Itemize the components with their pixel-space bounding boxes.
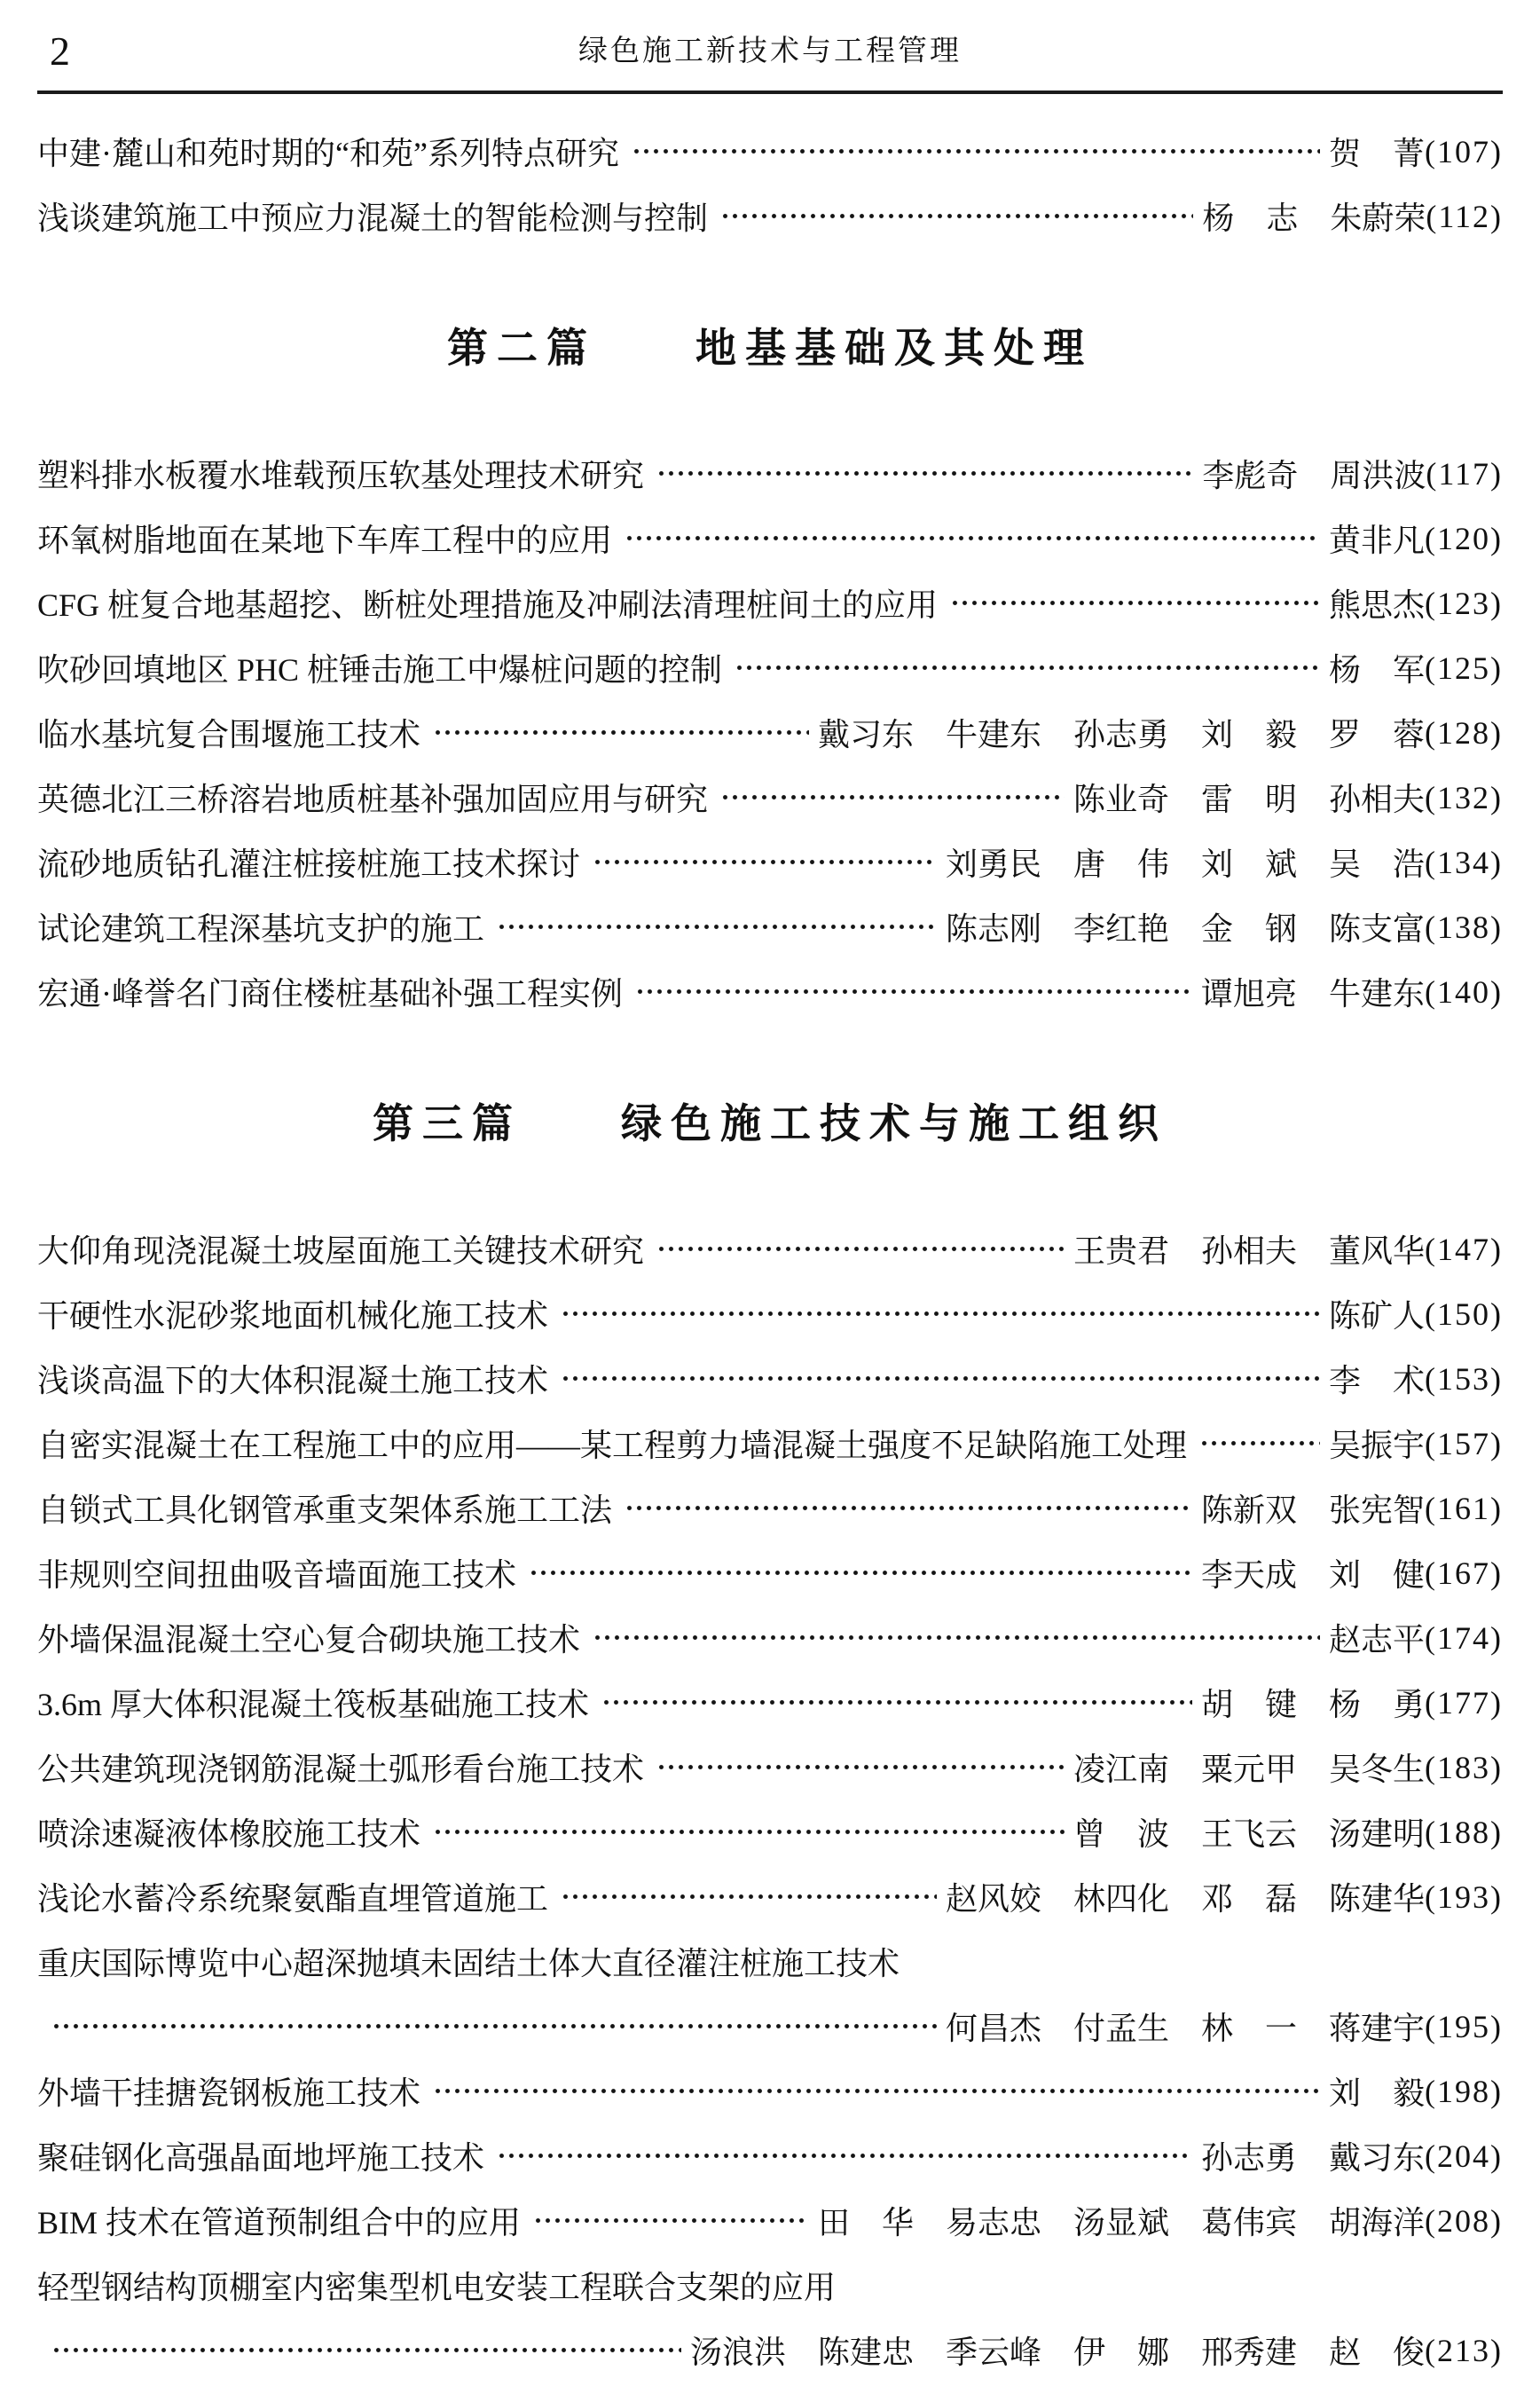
entry-page-number: (134)	[1425, 844, 1503, 880]
entry-authors: 熊思杰	[1329, 587, 1426, 623]
dot-leader	[591, 830, 937, 894]
dot-leader	[655, 441, 1193, 506]
entry-authors: 刘 毅	[1329, 2075, 1426, 2111]
toc-entry	[37, 1670, 1503, 1735]
entry-title: 英德北江三桥溶岩地质桩基补强加固应用与研究	[37, 782, 709, 817]
entry-authors: 刘勇民 唐 伟 刘 斌 吴 浩	[946, 847, 1426, 882]
entry-authors: 李 术	[1329, 1363, 1426, 1398]
dot-leader	[633, 959, 1192, 1024]
entry-title: 公共建筑现浇钢筋混凝土弧形看台施工技术	[37, 1752, 645, 1787]
entry-title: 大仰角现浇混凝土坡屋面施工关键技术研究	[37, 1233, 645, 1269]
dot-leader	[733, 635, 1320, 700]
entry-page-number: (174)	[1425, 1619, 1503, 1656]
entry-title: 自密实混凝土在工程施工中的应用——某工程剪力墙混凝土强度不足缺陷施工处理	[37, 1428, 1188, 1463]
running-head-title: 绿色施工新技术与工程管理	[578, 35, 962, 67]
entry-authors: 汤浪洪 陈建忠 季云峰 伊 娜 邢秀建 赵 俊	[690, 2335, 1426, 2370]
toc-entry	[37, 1217, 1503, 1281]
toc-entry	[37, 1281, 1503, 1346]
toc-entry	[37, 1864, 1503, 1929]
toc-entry	[37, 894, 1503, 959]
entry-title: 聚硅钢化高强晶面地坪施工技术	[37, 2140, 485, 2176]
dot-leader	[719, 765, 1065, 830]
entry-page-number: (204)	[1425, 2138, 1503, 2174]
entry-title: 宏通·峰誉名门商住楼桩基础补强工程实例	[37, 976, 623, 1012]
section-heading: 第三篇 绿色施工技术与施工组织	[373, 1101, 1167, 1146]
dot-leader	[1198, 1411, 1320, 1476]
entry-title: BIM 技术在管道预制组合中的应用	[37, 2205, 522, 2241]
toc-entry	[37, 2253, 1503, 2318]
entry-page-number: (132)	[1425, 779, 1503, 815]
toc-entry	[37, 2188, 1503, 2253]
entry-title: 重庆国际博览中心超深抛填未固结土体大直径灌注桩施工技术	[37, 1946, 900, 1981]
page-header	[37, 23, 1503, 80]
entry-title: 临水基坑复合围堰施工技术	[37, 717, 421, 752]
entry-page-number: (153)	[1425, 1360, 1503, 1397]
entry-title: 浅谈高温下的大体积混凝土施工技术	[37, 1363, 549, 1398]
entry-page-number: (125)	[1425, 650, 1503, 686]
toc	[37, 119, 1503, 2382]
dot-leader	[630, 119, 1320, 184]
toc-entry	[37, 700, 1503, 765]
dot-leader	[623, 506, 1320, 571]
toc-entry	[37, 765, 1503, 830]
entry-authors: 孙志勇 戴习东	[1201, 2140, 1426, 2176]
entry-page-number: (198)	[1425, 2073, 1503, 2109]
dot-leader	[655, 1735, 1065, 1800]
entry-page-number: (123)	[1425, 585, 1503, 621]
toc-entry	[37, 1735, 1503, 1800]
entry-authors: 王贵君 孙相夫 董风华	[1073, 1233, 1426, 1269]
dot-leader	[50, 2318, 681, 2382]
toc-entry	[37, 441, 1503, 506]
entry-title: CFG 桩复合地基超挖、断桩处理措施及冲刷法清理桩间土的应用	[37, 587, 939, 623]
entry-authors: 黄非凡	[1329, 523, 1426, 558]
entry-title: 干硬性水泥砂浆地面机械化施工技术	[37, 1298, 549, 1334]
entry-title: 外墙保温混凝土空心复合砌块施工技术	[37, 1622, 581, 1658]
toc-entry	[37, 830, 1503, 894]
entry-page-number: (213)	[1425, 2332, 1503, 2368]
toc-entry	[37, 506, 1503, 571]
page-number: 2	[50, 28, 70, 74]
entry-page-number: (193)	[1425, 1878, 1503, 1915]
entry-page-number: (107)	[1425, 133, 1503, 169]
toc-entry	[37, 959, 1503, 1024]
entry-page-number: (140)	[1425, 973, 1503, 1010]
entry-page-number: (138)	[1425, 909, 1503, 945]
entry-authors: 戴习东 牛建东 孙志勇 刘 毅 罗 蓉	[818, 717, 1426, 752]
entry-title: 吹砂回填地区 PHC 桩锤击施工中爆桩问题的控制	[37, 652, 723, 688]
dot-leader	[719, 184, 1193, 248]
entry-page-number: (120)	[1425, 520, 1503, 556]
toc-entry-continuation	[37, 2318, 1503, 2382]
entry-authors: 贺 菁	[1329, 136, 1426, 171]
entry-title: 浅谈建筑施工中预应力混凝土的智能检测与控制	[37, 201, 709, 236]
dot-leader	[527, 1540, 1192, 1605]
entry-title: 环氧树脂地面在某地下车库工程中的应用	[37, 523, 613, 558]
entry-authors: 吴振宇	[1329, 1428, 1426, 1463]
dot-leader	[495, 894, 937, 959]
dot-leader	[495, 2123, 1192, 2188]
dot-leader	[591, 1605, 1320, 1670]
entry-page-number: (128)	[1425, 714, 1503, 751]
entry-title: 非规则空间扭曲吸音墙面施工技术	[37, 1557, 517, 1593]
toc-entry	[37, 119, 1503, 184]
entry-title: 试论建筑工程深基坑支护的施工	[37, 911, 485, 947]
entry-title: 流砂地质钻孔灌注桩接桩施工技术探讨	[37, 847, 581, 882]
entry-page-number: (112)	[1426, 198, 1503, 234]
entry-title: 自锁式工具化钢管承重支架体系施工工法	[37, 1492, 613, 1528]
toc-entry	[37, 1540, 1503, 1605]
entry-authors: 李彪奇 周洪波	[1202, 458, 1426, 493]
entry-page-number: (188)	[1425, 1814, 1503, 1850]
entry-title: 浅论水蓄冷系统聚氨酯直埋管道施工	[37, 1881, 549, 1917]
entry-page-number: (183)	[1425, 1749, 1503, 1785]
dot-leader	[559, 1864, 937, 1929]
dot-leader	[600, 1670, 1192, 1735]
entry-authors: 陈志刚 李红艳 金 钢 陈支富	[946, 911, 1426, 947]
entry-authors: 谭旭亮 牛建东	[1201, 976, 1426, 1012]
dot-leader	[948, 571, 1320, 635]
toc-entry	[37, 1346, 1503, 1411]
entry-authors: 陈业奇 雷 明 孙相夫	[1073, 782, 1426, 817]
entry-authors: 凌江南 粟元甲 吴冬生	[1073, 1752, 1426, 1787]
entry-authors: 陈矿人	[1329, 1298, 1426, 1334]
entry-authors: 陈新双 张宪智	[1201, 1492, 1426, 1528]
entry-page-number: (161)	[1425, 1490, 1503, 1526]
entry-page-number: (195)	[1425, 2008, 1503, 2044]
dot-leader	[531, 2188, 809, 2253]
entry-page-number: (177)	[1425, 1684, 1503, 1721]
entry-authors: 杨 志 朱蔚荣	[1202, 201, 1426, 236]
toc-entry	[37, 571, 1503, 635]
toc-entry-continuation	[37, 1994, 1503, 2059]
entry-authors: 胡 键 杨 勇	[1201, 1687, 1426, 1722]
toc-entry	[37, 635, 1503, 700]
dot-leader	[431, 1800, 1065, 1864]
dot-leader	[559, 1281, 1320, 1346]
entry-authors: 李天成 刘 健	[1201, 1557, 1426, 1593]
entry-page-number: (147)	[1425, 1231, 1503, 1267]
entry-authors: 田 华 易志忠 汤显斌 葛伟宾 胡海洋	[818, 2205, 1426, 2241]
entry-title: 塑料排水板覆水堆载预压软基处理技术研究	[37, 458, 645, 493]
entry-title: 轻型钢结构顶棚室内密集型机电安装工程联合支架的应用	[37, 2270, 837, 2305]
entry-authors: 赵志平	[1329, 1622, 1426, 1658]
toc-entry	[37, 2059, 1503, 2123]
dot-leader	[655, 1217, 1065, 1281]
entry-page-number: (117)	[1426, 455, 1503, 492]
dot-leader	[431, 2059, 1320, 2123]
entry-authors: 杨 军	[1329, 652, 1426, 688]
entry-page-number: (167)	[1425, 1555, 1503, 1591]
entry-authors: 赵风姣 林四化 邓 磊 陈建华	[946, 1881, 1426, 1917]
header-rule	[37, 91, 1503, 94]
toc-entry	[37, 2123, 1503, 2188]
dot-leader	[623, 1476, 1192, 1540]
entry-title: 外墙干挂搪瓷钢板施工技术	[37, 2075, 421, 2111]
toc-entry	[37, 1605, 1503, 1670]
toc-entry	[37, 1411, 1503, 1476]
entry-title: 中建·麓山和苑时期的“和苑”系列特点研究	[37, 136, 619, 171]
entry-authors: 何昌杰 付孟生 林 一 蒋建宇	[946, 2011, 1426, 2046]
toc-entry	[37, 1476, 1503, 1540]
entry-title: 喷涂速凝液体橡胶施工技术	[37, 1816, 421, 1852]
toc-entry	[37, 184, 1503, 248]
entry-title: 3.6m 厚大体积混凝土筏板基础施工技术	[37, 1687, 590, 1722]
toc-entry	[37, 1929, 1503, 1994]
entry-page-number: (157)	[1425, 1425, 1503, 1461]
entry-page-number: (150)	[1425, 1296, 1503, 1332]
section-heading: 第二篇 地基基础及其处理	[447, 326, 1093, 371]
toc-entry	[37, 1800, 1503, 1864]
dot-leader	[559, 1346, 1320, 1411]
entry-page-number: (208)	[1425, 2202, 1503, 2239]
entry-authors: 曾 波 王飞云 汤建明	[1073, 1816, 1426, 1852]
dot-leader	[50, 1994, 937, 2059]
dot-leader	[431, 700, 809, 765]
